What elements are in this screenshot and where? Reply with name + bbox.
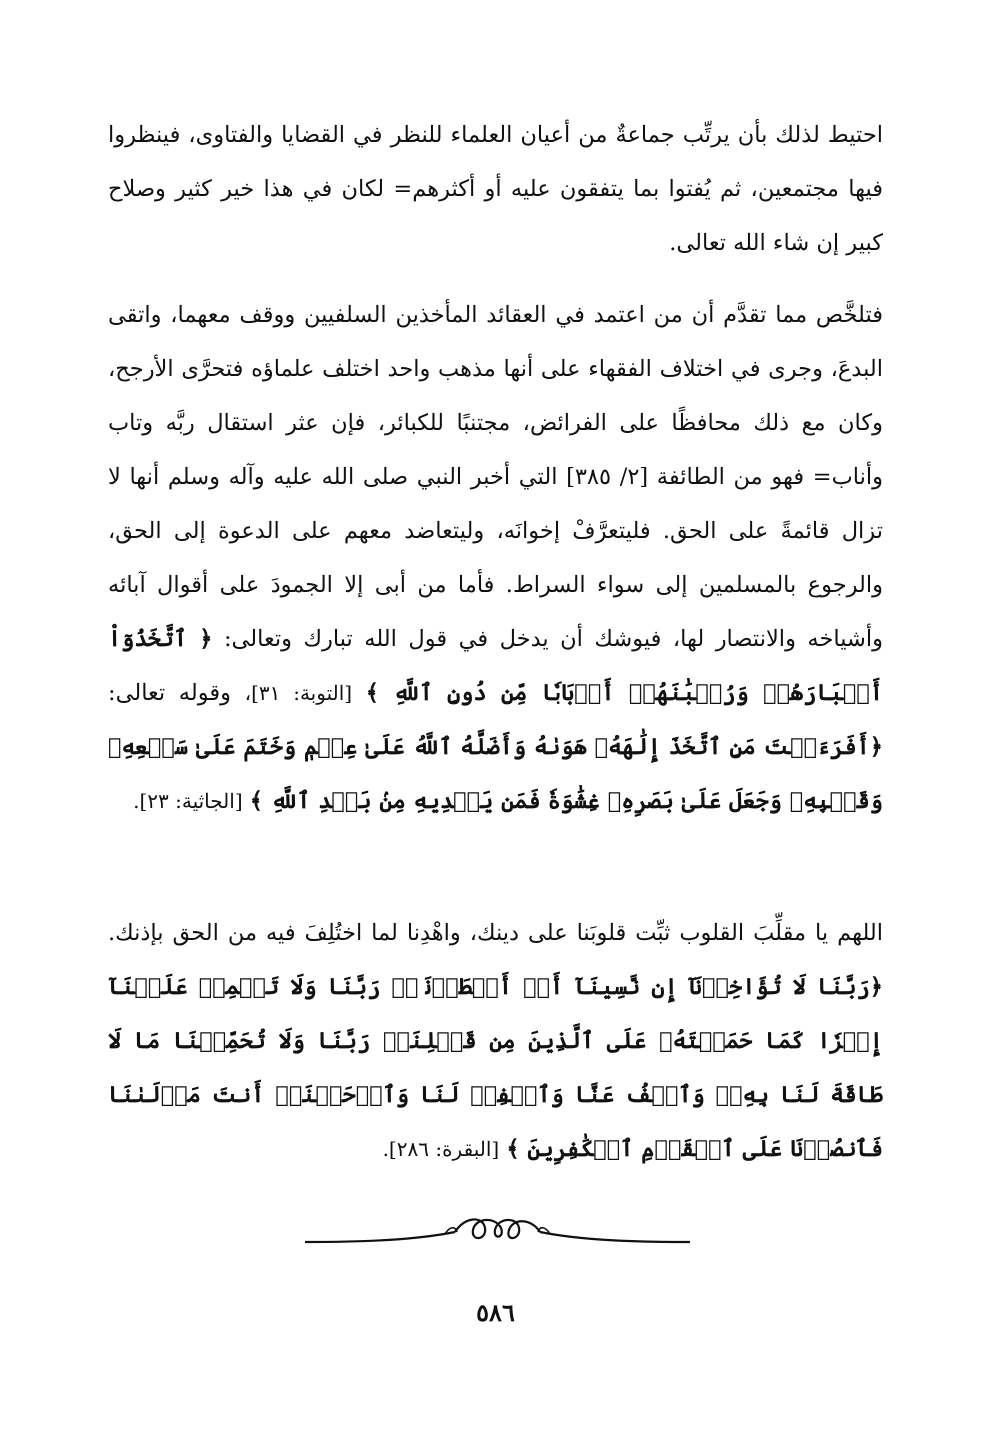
- verse-reference-baqarah: [البقرة: ٢٨٦].: [382, 1137, 500, 1161]
- paragraph-2: [108, 288, 883, 828]
- paragraph-1: [108, 108, 883, 270]
- quran-verse-baqarah: ﴿رَبَّنَا لَا تُؤَاخِذۡنَآ إِن نَّسِينَآ أَوۡ أَخۡطَأۡنَاۚ رَبَّنَا وَلَا تَحۡمِلۡ عَلَيۡنَآ إِصۡرٗا كَمَا حَمَلۡتَهُۥ عَلَى ٱلَّذِينَ مِن قَبۡلِنَاۚ رَبَّنَا وَلَا تُحَمِّلۡنَا مَا لَا طَاقَةَ لَنَا بِهِۦۖ وَٱعۡفُ عَنَّا وَٱغۡفِرۡ لَنَا وَٱرۡحَمۡنَآۚ أَنتَ مَوۡلَىٰنَا فَٱنصُرۡنَا عَلَى ٱلۡقَوۡمِ ٱلۡكَٰفِرِينَ ﴾: [108, 974, 883, 1162]
- paragraph-2-intro: فتلخَّص مما تقدَّم أن من اعتمد في العقائد المأخذين السلفيين ووقف معهما، واتقى البدعَ، وجرى في اختلاف الفقهاء على أنها مذهب واحد اختلف علماؤه فتحرَّى الأرجح، وكان مع ذلك محافظًا على الفرائض، مجتنبًا للكبائر، فإن عثر استقال ربَّه وتاب وأناب= فهو من الطائفة [٢/ ٣٨٥] التي أخبر النبي صلى الله عليه وآله وسلم أنها لا تزال قائمةً على الحق. فليتعرَّفْ إخوانَه، وليتعاضد معهم على الدعوة إلى الحق، والرجوع بالمسلمين إلى سواء السراط. فأما من أبى إلا الجمودَ على أقوال آبائه وأشياخه والانتصار لها، فيوشك أن يدخل في قول الله تبارك وتعالى:: [108, 302, 884, 652]
- connector-text: وقوله تعالى:: [108, 680, 231, 706]
- page-number: ٥٨٦: [476, 1298, 515, 1327]
- verse-reference-jathiyah: [الجاثية: ٢٣].: [133, 789, 243, 813]
- paragraph-1-text: احتيط لذلك بأن يرتِّب جماعةٌ من أعيان العلماء للنظر في القضايا والفتاوى، فينظروا فيها مجتمعين، ثم يُفتوا بما يتفقون عليه أو أكثرهم= لكان في هذا خير كثير وصلاح كبير إن شاء الله تعالى.: [108, 122, 883, 256]
- verse-reference-tawbah: [التوبة: ٣١]،: [244, 681, 353, 705]
- supplication-text: اللهم يا مقلِّبَ القلوب ثبِّت قلوبَنا على دينك، واهْدِنا لما اختُلِفَ فيه من الحق بإذنك.: [108, 920, 883, 946]
- quran-verse-tawbah: ﴿ ٱتَّخَذُوٓاْ أَحۡبَارَهُمۡ وَرُهۡبَٰنَهُمۡ أَرۡبَابٗا مِّن دُونِ ٱللَّهِ ﴾: [108, 626, 884, 706]
- paragraph-3: [108, 906, 883, 1176]
- paragraph-2-text: [108, 288, 883, 828]
- section-divider-ornament: [305, 1202, 690, 1272]
- paragraph-3-text: [108, 906, 883, 1176]
- quran-verse-jathiyah: ﴿أَفَرَءَيۡتَ مَنِ ٱتَّخَذَ إِلَٰهَهُۥ هَوَىٰهُ وَأَضَلَّهُ ٱللَّهُ عَلَىٰ عِلۡمٖ وَخَتَمَ عَلَىٰ سَمۡعِهِۦ وَقَلۡبِهِۦ وَجَعَلَ عَلَىٰ بَصَرِهِۦ غِشَٰوَةٗ فَمَن يَهۡدِيهِ مِنۢ بَعۡدِ ٱللَّهِ ﴾: [108, 734, 883, 814]
